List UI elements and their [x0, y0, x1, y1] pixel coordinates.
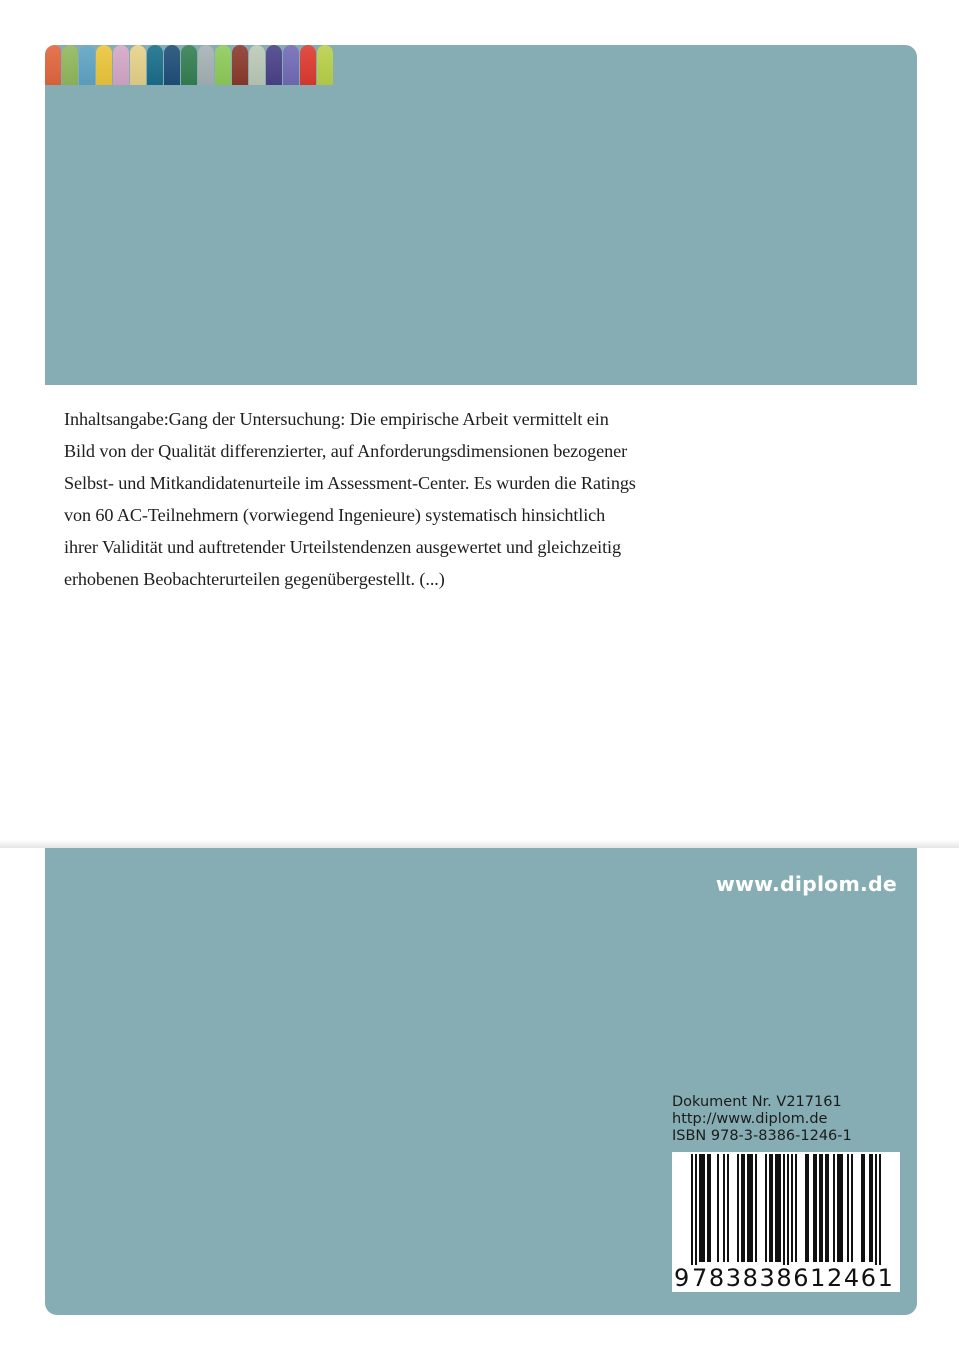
color-tab	[283, 45, 299, 85]
barcode-bar	[791, 1154, 793, 1262]
color-tab	[45, 45, 61, 85]
color-tab	[79, 45, 95, 85]
barcode-bar	[833, 1154, 835, 1262]
color-tab	[232, 45, 248, 85]
barcode-number	[674, 1265, 898, 1291]
barcode-bar	[813, 1154, 817, 1262]
barcode-bar	[825, 1154, 829, 1262]
color-tab	[130, 45, 146, 85]
color-tab-strip	[45, 45, 334, 85]
barcode-bar	[795, 1154, 797, 1262]
color-tab	[266, 45, 282, 85]
barcode-bar	[699, 1154, 705, 1262]
isbn: ISBN 978-3-8386-1246-1	[672, 1128, 852, 1144]
bottom-cover-panel	[45, 848, 917, 1315]
barcode-digits: 783838612461	[692, 1264, 895, 1292]
barcode-bar	[861, 1154, 865, 1262]
barcode	[672, 1152, 900, 1292]
barcode-bar	[851, 1154, 853, 1262]
barcode-bar	[723, 1154, 725, 1262]
barcode-bar	[755, 1154, 757, 1262]
barcode-bar	[741, 1154, 745, 1262]
barcode-first-digit: 9	[674, 1264, 690, 1292]
barcode-bar	[717, 1154, 719, 1262]
barcode-bar	[837, 1154, 843, 1262]
color-tab	[249, 45, 265, 85]
color-tab	[164, 45, 180, 85]
color-tab	[181, 45, 197, 85]
color-tab	[198, 45, 214, 85]
barcode-bar	[775, 1154, 781, 1262]
panel-divider	[0, 840, 959, 848]
barcode-bar	[847, 1154, 849, 1262]
publication-info	[672, 1094, 902, 1145]
barcode-bar	[737, 1154, 739, 1262]
barcode-bar	[747, 1154, 753, 1262]
color-tab	[215, 45, 231, 85]
barcode-bar	[707, 1154, 711, 1262]
color-tab	[300, 45, 316, 85]
barcode-bar	[769, 1154, 773, 1262]
color-tab	[147, 45, 163, 85]
color-tab	[317, 45, 333, 85]
barcode-bar	[805, 1154, 809, 1262]
barcode-bar	[727, 1154, 729, 1262]
website-label: www.diplom.de	[715, 872, 897, 896]
abstract-text: Inhaltsangabe:Gang der Untersuchung: Die empirische Arbeit vermittelt ein Bild von der Qualität differenzierter, auf Anforderungsdimensionen bezogener Selbst- und Mitkandidatenurteile im Assessment-Center. Es wurden die Ratings von 60 AC-Teilnehmern (vorwiegend Ingenieure) systematisch hinsichtlich ihrer Validität und auftretender Urteilstendenzen ausgewertet und gleichzeitig erhobenen Beobachterurteilen gegenübergestellt. (...)	[64, 409, 636, 589]
color-tab	[113, 45, 129, 85]
color-tab	[62, 45, 78, 85]
color-tab	[96, 45, 112, 85]
barcode-bar	[869, 1154, 873, 1262]
publisher-url: http://www.diplom.de	[672, 1111, 828, 1127]
top-cover-panel	[45, 45, 917, 385]
document-number: Dokument Nr. V217161	[672, 1094, 842, 1110]
barcode-bar	[819, 1154, 823, 1262]
barcode-bar	[765, 1154, 767, 1262]
